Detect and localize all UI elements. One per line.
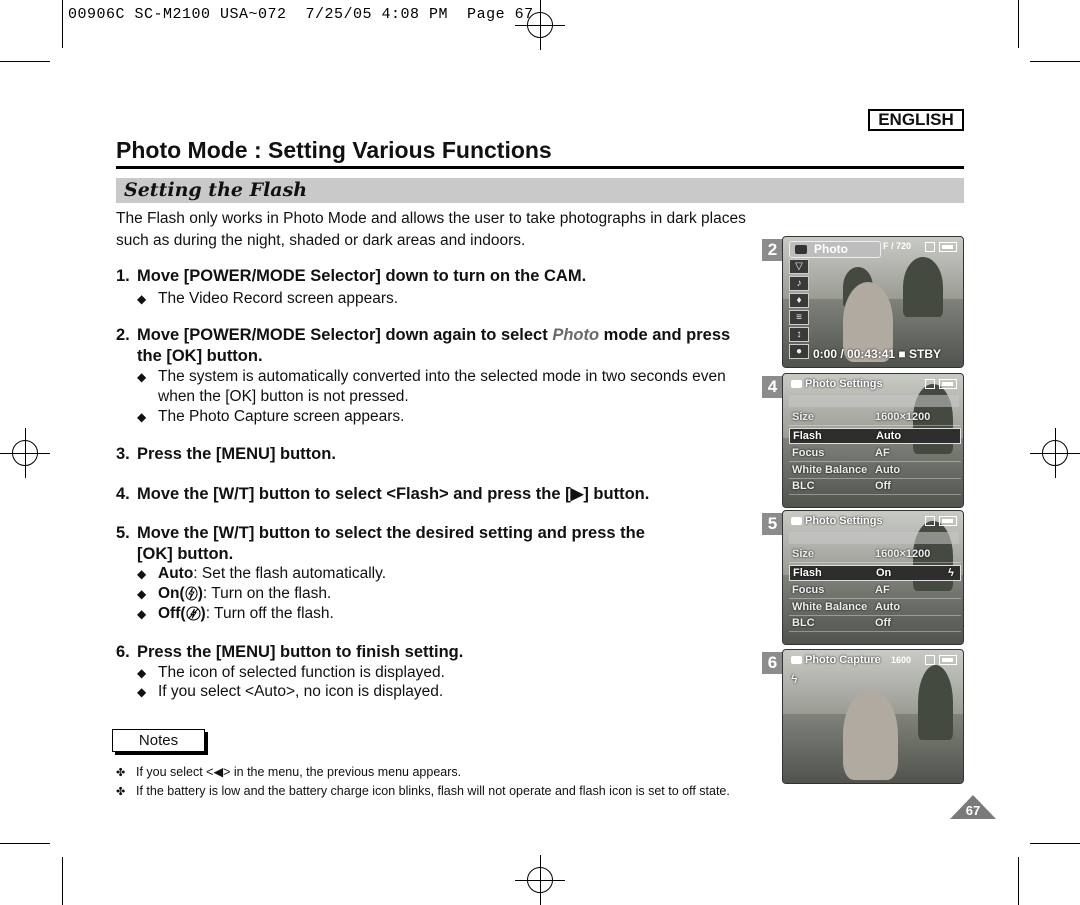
title-divider [116,166,964,169]
menu-tabs [789,532,959,544]
crop-mark [0,61,50,62]
settings-icon: ↕ [789,327,809,342]
crop-mark [1018,0,1019,48]
screen-step-number: 5 [762,513,783,535]
menu-row-flash[interactable]: Flash Auto [789,428,961,444]
flash-off-icon [186,606,201,621]
menu-title: Photo Settings [789,515,883,527]
language-badge: ENGLISH [868,109,964,131]
crop-mark [62,0,63,48]
crop-mark [1030,61,1080,62]
step-4: 4. Move the [W/T] button to select <Flash> and press the [▶] button. [116,485,650,503]
menu-row-focus[interactable]: Focus AF [789,583,961,599]
camera-screen-capture [782,649,964,784]
media-icon [925,379,935,389]
page-number-badge [950,795,996,819]
right-arrow-icon: ▶ [570,485,584,503]
menu-row-blc[interactable]: BLC Off [789,616,961,632]
menu-row-focus[interactable]: Focus AF [789,446,961,462]
photo-mode-label: Photo [552,326,600,344]
camera-icon [795,245,807,254]
size-label: 1600 [890,655,911,665]
step-number: 1. [116,267,130,285]
step-number: 4. [116,485,130,503]
menu-row-white-balance[interactable]: White Balance Auto [789,463,961,479]
timecode: 0:00 / 00:43:41 ■ STBY [813,347,941,361]
page-title: Photo Mode : Setting Various Functions [116,137,552,163]
menu-row-size[interactable]: Size 1600×1200 [789,410,961,426]
screen-step-number: 4 [762,376,783,398]
side-menu [789,259,811,361]
camera-icon [791,380,802,388]
menu-row-blc[interactable]: BLC Off [789,479,961,495]
note-item: ✤ If the battery is low and the battery charge icon blinks, flash will not operate and flash icon is set to off state. [116,784,730,798]
notes-label: Notes [112,729,205,752]
step-3: 3. Press the [MENU] button. [116,445,336,463]
print-header: 00906C SC-M2100 USA~072 7/25/05 4:08 PM Page 67 [68,6,534,23]
camera-screen-record [782,236,964,368]
camera-screen-settings-on [782,510,964,645]
file-icon: ≡ [789,310,809,325]
battery-icon [939,655,957,665]
crop-mark [0,843,50,844]
battery-icon [939,379,957,389]
media-icon [925,516,935,526]
voice-icon: ♦ [789,293,809,308]
step-2-bullet: ◆ The system is automatically converted into the selected mode in two seconds even when the [OK] button is not pressed. [137,368,726,405]
page-number: 67 [965,803,981,818]
camera-icon [791,656,802,664]
camera-screen-settings-auto [782,373,964,508]
flash-icon: ϟ [791,672,798,686]
step-number: 5. [116,524,130,542]
step-2-bullet: ◆ The Photo Capture screen appears. [137,408,405,425]
movie-icon: ● [789,344,809,359]
intro-paragraph: The Flash only works in Photo Mode and allows the user to take photographs in dark places such as during the night, shaded or dark areas and indoors. [116,210,746,249]
crop-mark [62,857,63,905]
screen-step-number: 2 [762,239,783,261]
registration-mark-left [0,428,50,478]
step-6-bullet: ◆ If you select <Auto>, no icon is displayed. [137,683,444,700]
left-arrow-icon: ◀ [213,765,224,779]
step-1 [116,266,586,287]
camera-icon [791,517,802,525]
menu-row-white-balance[interactable]: White Balance Auto [789,600,961,616]
crop-mark [1030,843,1080,844]
section-title: Setting the Flash [124,179,308,201]
resolution-label: F / 720 [882,241,911,251]
music-icon: ♪ [789,276,809,291]
flash-option-off: ◆ Off( ): Turn off the flash. [137,605,334,622]
registration-mark-top [515,0,565,50]
menu-tabs [789,395,959,407]
step-number: 6. [116,643,130,661]
menu-row-size[interactable]: Size 1600×1200 [789,547,961,563]
step-number: 2. [116,326,130,344]
battery-icon [939,242,957,252]
registration-mark-right [1030,428,1080,478]
media-icon [925,242,935,252]
flash-option-auto: ◆ Auto: Set the flash automatically. [137,565,386,582]
section-header [116,178,964,203]
step-6-bullet: ◆ The icon of selected function is displayed. [137,664,445,681]
screen-step-number: 6 [762,652,783,674]
media-icon [925,655,935,665]
flash-icon: ϟ [948,567,954,579]
scene-icon: ▽ [789,259,809,274]
mode-indicator: Photo [789,241,881,258]
menu-row-flash[interactable]: Flash On ϟ [789,565,961,581]
crop-mark [1018,857,1019,905]
step-1-bullet: ◆ The Video Record screen appears. [137,290,399,307]
flash-option-on: ◆ On( ): Turn on the flash. [137,585,332,602]
step-text: Move [POWER/MODE Selector] down to turn on the CAM. [137,267,587,285]
registration-mark-bottom [515,855,565,905]
step-2: 2. Move [POWER/MODE Selector] down again to select Photo mode and press the [OK] button. [116,326,731,365]
menu-title: Photo Capture [789,654,881,666]
step-5: 5. Move the [W/T] button to select the desired setting and press the [OK] button. [116,524,645,563]
step-number: 3. [116,445,130,463]
note-item: ✤ If you select <◀> in the menu, the previous menu appears. [116,765,462,779]
flash-on-icon [185,586,198,601]
menu-title: Photo Settings [789,378,883,390]
step-6: 6. Press the [MENU] button to finish setting. [116,643,464,661]
battery-icon [939,516,957,526]
